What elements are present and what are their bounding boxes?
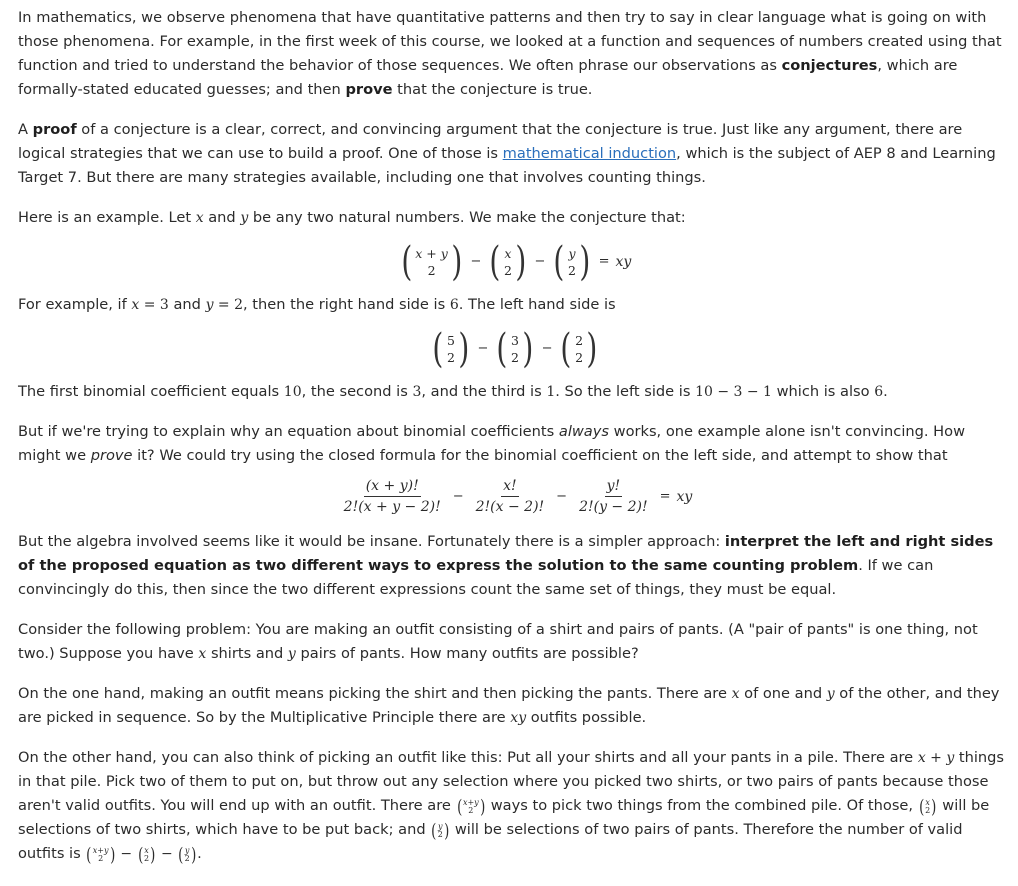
numerator: (x + y)! <box>364 477 421 497</box>
text: On the one hand, making an outfit means picking the shirt and then picking the pants. There are <box>18 685 732 702</box>
text: . So the left side is <box>555 383 696 400</box>
rhs-xy: xy <box>676 488 693 505</box>
inline-binomial: ( y 2 ) <box>178 844 196 866</box>
text: of a conjecture is a clear, correct, and convincing argument that the conjecture is true. Just like any argument, there are logical strategies that we can use to build a proof. One of those is <box>18 121 963 162</box>
inline-binomial: ( x+y 2 ) <box>86 844 115 866</box>
inline-binomial: ( x+y 2 ) <box>456 796 485 818</box>
text: and <box>168 296 206 313</box>
paragraph-for-example <box>18 293 1012 317</box>
text: . <box>883 383 888 400</box>
binomial-top: 5 <box>446 333 455 348</box>
paragraph-intro <box>18 6 1012 102</box>
text: The first binomial coefficient equals <box>18 383 284 400</box>
fraction <box>577 477 650 516</box>
denominator: 2!(x + y − 2)! <box>343 499 441 515</box>
text: In mathematics, we observe phenomena that have quantitative patterns and then try to say in clear language what is going on with those phenomena. For example, in the first week of this course, we looked at a function and sequences of numbers created using that function and tried to understand the behavior of those sequences. We often phrase our observations as <box>18 9 1002 74</box>
paragraph-proof <box>18 118 1012 190</box>
minus-sign: − <box>452 488 464 504</box>
paragraph-binomial-values <box>18 380 1012 404</box>
inline-binomial: ( x 2 ) <box>918 796 937 818</box>
paragraph-why <box>18 420 1012 468</box>
text: which is also <box>771 383 875 400</box>
binomial: ( 5 2 ) <box>432 326 470 372</box>
denominator: 2!(x − 2)! <box>475 499 545 515</box>
binomial-top: y <box>184 845 190 855</box>
text: But the algebra involved seems like it would be insane. Fortunately there is a simpler approach: <box>18 533 725 550</box>
text: For example, if <box>18 296 132 313</box>
binomial-bottom: 2 <box>575 350 584 365</box>
binomial-bottom: 2 <box>437 830 443 839</box>
text: be any two natural numbers. We make the conjecture that: <box>248 209 686 226</box>
math-var: x <box>195 210 204 226</box>
binomial-bottom: 2 <box>144 854 150 863</box>
emphasis: always <box>558 423 609 440</box>
text: will be selections of two pairs of pants. Therefore the number of valid outfits is <box>18 821 963 862</box>
text: that the conjecture is true. <box>392 81 593 98</box>
paragraph-example <box>18 206 1012 230</box>
text: , which are formally-stated educated guesses; and then <box>18 57 958 98</box>
minus-sign: − <box>115 846 137 862</box>
text: Here is an example. Let <box>18 209 196 226</box>
text: Consider the following problem: You are making an outfit consisting of a shirt and pairs of pants. (A "pair of pants" is one thing, not two.) Suppose you have <box>18 621 978 662</box>
math-var: x <box>731 686 740 702</box>
inline-binomial: ( x 2 ) <box>137 844 156 866</box>
binomial-bottom: 2 <box>184 854 190 863</box>
math-var: x <box>131 297 140 313</box>
numerator: y! <box>605 477 623 497</box>
minus-sign: − <box>477 341 489 356</box>
math-var: y <box>287 646 296 662</box>
binomial-top: x <box>504 246 512 261</box>
text: . <box>197 845 202 862</box>
equals-sign: = <box>598 254 610 269</box>
binomial-top: x+y <box>92 845 109 855</box>
binomial: ( x + y 2 ) <box>401 239 463 285</box>
math-value: = 3 <box>139 297 169 313</box>
binomial-bottom: 2 <box>98 854 104 863</box>
text: , the second is <box>301 383 413 400</box>
minus-sign: − <box>541 341 553 356</box>
minus-sign: − <box>534 254 546 269</box>
link-mathematical-induction[interactable]: mathematical induction <box>502 145 677 162</box>
fraction <box>342 477 443 516</box>
text: ways to pick two things from the combined pile. Of those, <box>486 797 918 814</box>
equals-sign: = <box>659 488 671 504</box>
math-var: y <box>205 297 214 313</box>
text: , which is the subject of AEP 8 and Learning Target 7. But there are many strategies available, including one that involves counting things. <box>18 145 996 186</box>
text: shirts and <box>206 645 288 662</box>
text: , then the right hand side is <box>243 296 450 313</box>
paragraph-approach <box>18 530 1012 602</box>
binomial-top: x <box>925 797 930 807</box>
math-value: 1 <box>546 384 556 400</box>
text: works, one example alone isn't convincing. How might we <box>18 423 966 464</box>
binomial-top: x + y <box>415 246 448 261</box>
paragraph-one-hand <box>18 682 1012 730</box>
minus-sign: − <box>556 488 568 504</box>
fraction <box>474 477 547 516</box>
math-value: 3 <box>412 384 422 400</box>
text: On the other hand, you can also think of picking an outfit like this: Put all your shirts and all your pants in a pile. There are <box>18 749 918 766</box>
text: . If we can convincingly do this, then since the two different expressions count the same set of things, they must be equal. <box>18 557 934 598</box>
math-var: y <box>826 686 835 702</box>
text: , and the third is <box>421 383 547 400</box>
text: and <box>203 209 241 226</box>
term-proof: proof <box>32 121 77 138</box>
math-value: 10 <box>283 384 302 400</box>
binomial-bottom: 2 <box>511 350 519 365</box>
text: of the other, and they are picked in sequence. So by the Multiplicative Principle there are <box>18 685 1000 726</box>
minus-sign: − <box>470 254 482 269</box>
emphasis: prove <box>90 447 133 464</box>
minus-sign: − <box>156 846 178 862</box>
text: of one and <box>739 685 827 702</box>
denominator: 2!(y − 2)! <box>579 499 648 515</box>
binomial-top: 2 <box>575 333 584 348</box>
binomial-bottom: 2 <box>446 350 455 365</box>
rhs-xy: xy <box>615 254 632 270</box>
key-idea: interpret the left and right sides of the proposed equation as two different ways to express the solution to the same counting problem <box>18 533 994 574</box>
text: outfits possible. <box>526 709 647 726</box>
binomial-top: y <box>568 246 576 261</box>
math-var: y <box>240 210 249 226</box>
math-value: 6 <box>874 384 884 400</box>
term-conjectures: conjectures <box>781 57 878 74</box>
binomial-top: 3 <box>511 333 519 348</box>
text: pairs of pants. How many outfits are possible? <box>295 645 639 662</box>
math-value: 6 <box>449 297 459 313</box>
binomial: ( 2 2 ) <box>560 326 598 372</box>
math-value: = 2 <box>213 297 244 313</box>
term-prove: prove <box>345 81 393 98</box>
binomial: ( 3 2 ) <box>496 326 534 372</box>
binomial-top: x+y <box>462 797 479 807</box>
binomial: ( x 2 ) <box>489 239 527 285</box>
binomial-bottom: 2 <box>568 263 576 278</box>
binomial: ( y 2 ) <box>553 239 591 285</box>
binomial-bottom: 2 <box>427 263 436 278</box>
inline-binomial: ( y 2 ) <box>431 820 450 842</box>
math-expression: x + y <box>917 750 955 766</box>
text: . The left hand side is <box>458 296 616 313</box>
text: will be selections of two shirts, which have to be put back; and <box>18 797 990 838</box>
binomial-top: x <box>144 845 149 855</box>
math-expression: 10 − 3 − 1 <box>695 384 772 400</box>
binomial-bottom: 2 <box>468 806 474 815</box>
text: A <box>18 121 33 138</box>
paragraph-other-hand <box>18 746 1012 866</box>
text: it? We could try using the closed formula for the binomial coefficient on the left side, and attempt to show that <box>132 447 948 464</box>
paragraph-problem <box>18 618 1012 666</box>
math-var: xy <box>510 710 527 726</box>
binomial-bottom: 2 <box>503 263 512 278</box>
numerator: x! <box>501 477 519 497</box>
text: things in that pile. Pick two of them to put on, but throw out any selection where you picked two shirts, or two pairs of pants because those aren't valid outfits. You will end up with an outfit. There are <box>18 749 1005 814</box>
binomial-top: y <box>437 821 443 831</box>
math-var: x <box>198 646 207 662</box>
text: But if we're trying to explain why an equation about binomial coefficients <box>18 423 559 440</box>
equation-conjecture <box>18 239 1012 285</box>
equation-numeric <box>18 326 1012 372</box>
binomial-bottom: 2 <box>925 806 931 815</box>
equation-factorials <box>18 474 1012 516</box>
